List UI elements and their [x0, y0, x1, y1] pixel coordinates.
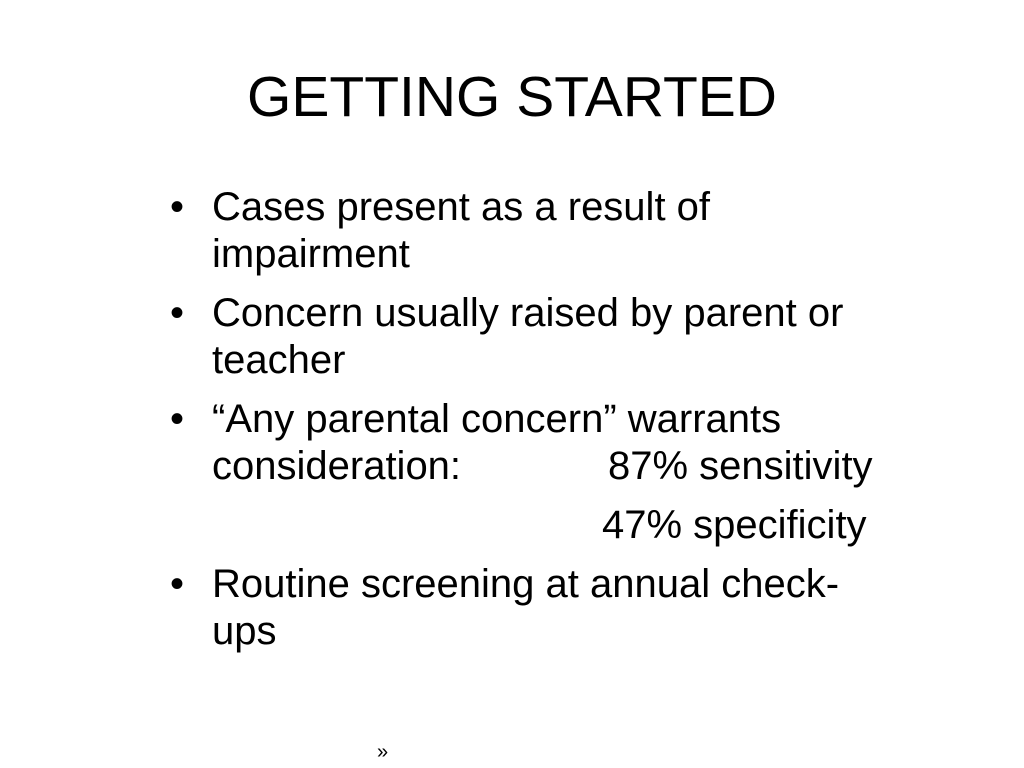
bullet-item-routine-screening [170, 561, 950, 655]
bullet-icon: • [170, 397, 185, 441]
slide-title: GETTING STARTED [247, 65, 777, 129]
bullet-text-line: Cases present as a result of [212, 185, 711, 229]
bullet-text-line: Concern usually raised by parent or [212, 291, 844, 335]
bullet-text-line: “Any parental concern” warrants [212, 397, 782, 441]
consideration-label: consideration: [212, 444, 462, 488]
bullet-icon: • [170, 291, 185, 335]
bullet-icon: • [170, 562, 185, 606]
bullet-text-line: Routine screening at annual check- [212, 562, 840, 606]
bullet-item-concern-raised [170, 290, 950, 384]
bullet-item-cases-present [170, 184, 950, 278]
bullet-item-parental-concern [170, 396, 950, 549]
footer-mark: » [377, 741, 389, 763]
sensitivity-stat: 87% sensitivity [608, 444, 873, 488]
bullet-text-line: impairment [212, 232, 410, 276]
bullet-icon: • [170, 185, 185, 229]
specificity-row [212, 502, 950, 549]
bullet-text-line: teacher [212, 338, 346, 382]
bullet-text-line: ups [212, 609, 277, 653]
specificity-stat: 47% specificity [602, 503, 867, 547]
bullet-list [170, 184, 950, 667]
consideration-row [212, 443, 950, 490]
